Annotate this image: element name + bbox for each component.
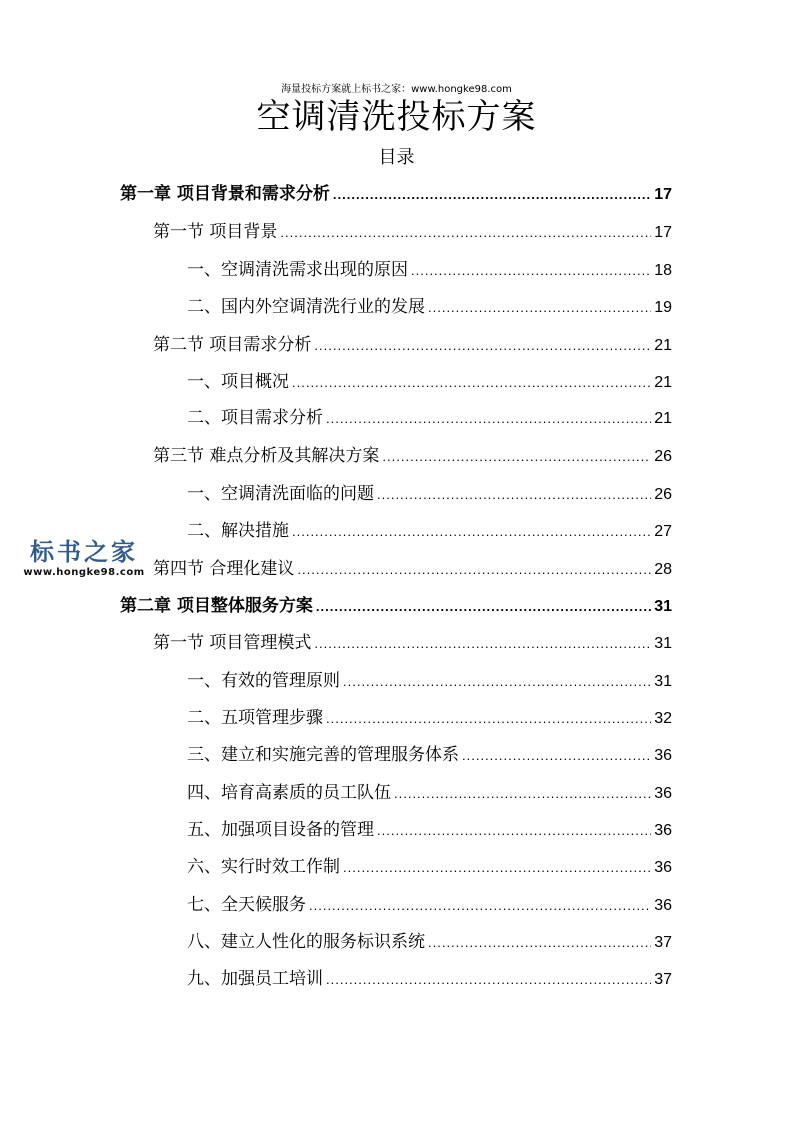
toc-entry-label: 二、五项管理步骤 <box>187 708 323 728</box>
toc-page-number: 21 <box>654 374 672 391</box>
toc-entry-item[interactable] <box>187 289 672 325</box>
toc-dot-leader <box>428 290 651 326</box>
toc-dot-leader <box>326 701 651 737</box>
toc-dot-leader <box>343 664 651 700</box>
toc-dot-leader <box>377 477 651 513</box>
toc-entry-item[interactable] <box>187 663 672 699</box>
toc-page-number: 26 <box>654 486 672 503</box>
toc-page-number: 37 <box>654 934 672 951</box>
toc-dot-leader <box>343 850 651 886</box>
toc-dot-leader <box>316 589 651 625</box>
toc-dot-leader <box>326 962 651 998</box>
watermark-logo <box>8 538 160 580</box>
document-title: 空调清洗投标方案 <box>256 97 537 137</box>
toc-entry-label: 第一章 项目背景和需求分析 <box>120 184 330 204</box>
toc-page-number: 17 <box>654 224 672 241</box>
toc-entry-item[interactable] <box>187 700 672 736</box>
toc-dot-leader <box>280 215 651 251</box>
toc-dot-leader <box>377 813 651 849</box>
toc-entry-label: 第三节 难点分析及其解决方案 <box>153 446 380 466</box>
toc-entry-section[interactable] <box>153 625 672 661</box>
toc-entry-item[interactable] <box>187 812 672 848</box>
toc-entry-label: 一、项目概况 <box>187 372 289 392</box>
toc-entry-item[interactable] <box>187 737 672 773</box>
toc-page-number: 31 <box>654 673 672 690</box>
toc-entry-item[interactable] <box>187 400 672 436</box>
toc-entry-label: 五、加强项目设备的管理 <box>187 820 374 840</box>
toc-dot-leader <box>292 365 651 401</box>
toc-entry-label: 第四节 合理化建议 <box>153 559 295 579</box>
toc-entry-label: 二、国内外空调清洗行业的发展 <box>187 297 425 317</box>
toc-entry-item[interactable] <box>187 849 672 885</box>
toc-entry-item[interactable] <box>187 252 672 288</box>
toc-entry-label: 四、培育高素质的员工队伍 <box>187 783 391 803</box>
toc-page-number: 31 <box>654 635 672 652</box>
toc-page-number: 31 <box>654 598 672 615</box>
toc-dot-leader <box>326 401 651 437</box>
toc-entry-section[interactable] <box>153 327 672 363</box>
toc-page-number: 21 <box>654 337 672 354</box>
toc-entry-label: 二、项目需求分析 <box>187 408 323 428</box>
toc-entry-item[interactable] <box>187 476 672 512</box>
toc-entry-label: 一、空调清洗面临的问题 <box>187 484 374 504</box>
toc-dot-leader <box>309 888 651 924</box>
toc-page-number: 36 <box>654 785 672 802</box>
toc-entry-chapter[interactable] <box>120 176 672 212</box>
toc-entry-label: 第一节 项目管理模式 <box>153 633 312 653</box>
toc-entry-item[interactable] <box>187 364 672 400</box>
watermark-logo-text: 标书之家 <box>30 538 138 566</box>
toc-page-number: 26 <box>654 448 672 465</box>
toc-page-number: 21 <box>654 410 672 427</box>
toc-entry-label: 六、实行时效工作制 <box>187 857 340 877</box>
toc-entry-chapter[interactable] <box>120 588 672 624</box>
toc-page-number: 36 <box>654 897 672 914</box>
toc-entry-item[interactable] <box>187 924 672 960</box>
toc-entry-label: 一、空调清洗需求出现的原因 <box>187 260 408 280</box>
toc-page-number: 28 <box>654 561 672 578</box>
toc-dot-leader <box>333 177 651 213</box>
toc-page-number: 18 <box>654 262 672 279</box>
toc-dot-leader <box>382 439 651 475</box>
toc-page-number: 36 <box>654 859 672 876</box>
toc-entry-section[interactable] <box>153 438 672 474</box>
toc-page-number: 37 <box>654 971 672 988</box>
toc-dot-leader <box>394 776 651 812</box>
toc-entry-label: 第二节 项目需求分析 <box>153 335 312 355</box>
toc-entry-item[interactable] <box>187 961 672 997</box>
toc-dot-leader <box>428 925 651 961</box>
toc-entry-label: 第一节 项目背景 <box>153 222 278 242</box>
toc-entry-label: 七、全天候服务 <box>187 895 306 915</box>
toc-entry-item[interactable] <box>187 513 672 549</box>
toc-page-number: 36 <box>654 747 672 764</box>
toc-entry-item[interactable] <box>187 887 672 923</box>
watermark-url: www.hongke98.com <box>23 567 145 578</box>
toc-page-number: 27 <box>654 523 672 540</box>
toc-entry-label: 二、解决措施 <box>187 521 289 541</box>
toc-page-number: 19 <box>654 299 672 316</box>
toc-dot-leader <box>411 253 651 289</box>
toc-dot-leader <box>462 738 651 774</box>
toc-entry-label: 九、加强员工培训 <box>187 969 323 989</box>
toc-dot-leader <box>297 552 651 588</box>
toc-dot-leader <box>314 626 651 662</box>
toc-entry-label: 八、建立人性化的服务标识系统 <box>187 932 425 952</box>
toc-entry-label: 三、建立和实施完善的管理服务体系 <box>187 745 459 765</box>
toc-entry-section[interactable] <box>153 214 672 250</box>
toc-heading: 目录 <box>378 147 415 168</box>
toc-entry-section[interactable] <box>153 551 672 587</box>
toc-entry-label: 第二章 项目整体服务方案 <box>120 596 313 616</box>
toc-dot-leader <box>314 328 651 364</box>
toc-page-number: 17 <box>654 186 672 203</box>
toc-page-number: 36 <box>654 822 672 839</box>
toc-entry-item[interactable] <box>187 775 672 811</box>
header-note: 海量投标方案就上标书之家：www.hongke98.com <box>281 84 512 95</box>
toc-entry-label: 一、有效的管理原则 <box>187 671 340 691</box>
toc-dot-leader <box>292 514 651 550</box>
toc-page-number: 32 <box>654 710 672 727</box>
